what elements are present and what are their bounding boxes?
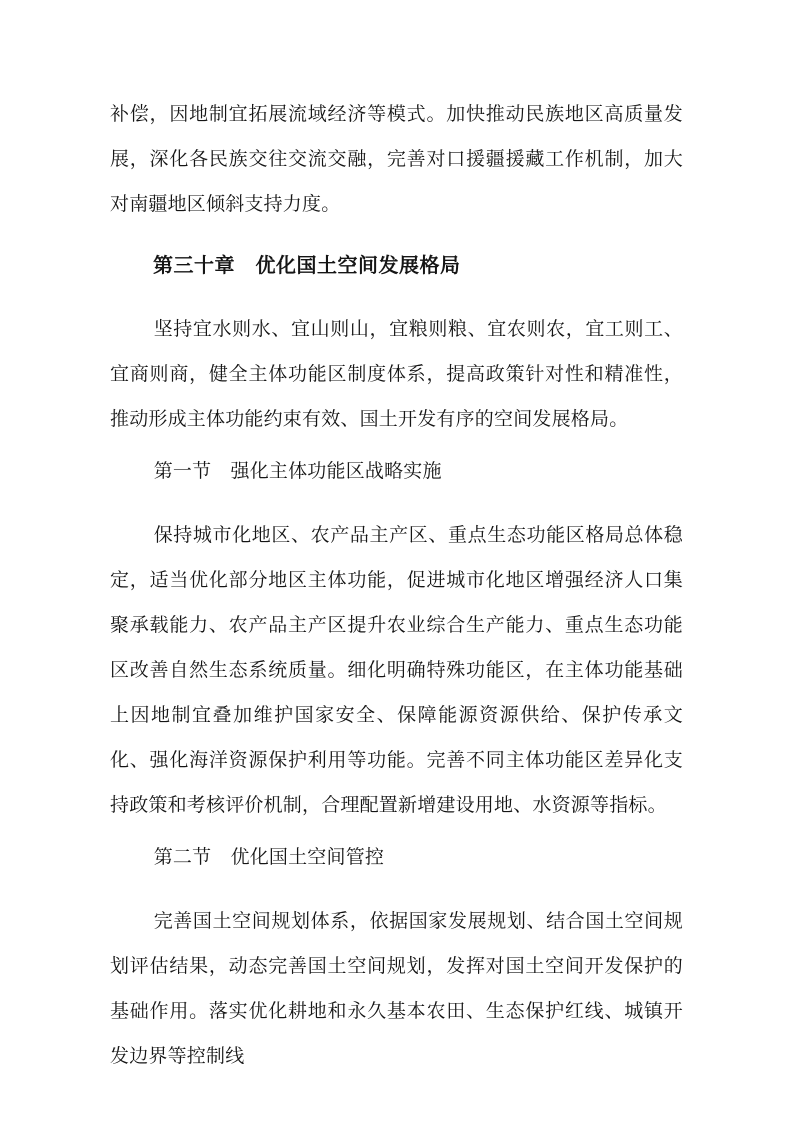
section-1-heading: 第一节 强化主体功能区战略实施: [153, 461, 442, 482]
continuation-paragraph: 补偿，因地制宜拓展流域经济等模式。加快推动民族地区高质量发展，深化各民族交往交流交融，完善对口援疆援藏工作机制，加大对南疆地区倾斜支持力度。: [110, 104, 683, 215]
chapter-intro-paragraph: 坚持宜水则水、宜山则山，宜粮则粮、宜农则农，宜工则工、宜商则商，健全主体功能区制度体系，提高政策针对性和精准性，推动形成主体功能约束有效、国土开发有序的空间发展格局。: [110, 319, 683, 430]
section-2-heading: 第二节 优化国土空间管控: [153, 847, 385, 868]
chapter-heading: 第三十章 优化国土空间发展格局: [153, 255, 461, 277]
section-2-paragraph: 完善国土空间规划体系，依据国家发展规划、结合国土空间规划评估结果，动态完善国土空间规划，发挥对国土空间开发保护的基础作用。落实优化耕地和永久基本农田、生态保护红线、城镇开发边界等控制线: [110, 911, 683, 1067]
section-1-paragraph: 保持城市化地区、农产品主产区、重点生态功能区格局总体稳定，适当优化部分地区主体功能，促进城市化地区增强经济人口集聚承载能力、农产品主产区提升农业综合生产能力、重点生态功能区改善自然生态系统质量。细化明确特殊功能区，在主体功能基础上因地制宜叠加维护国家安全、保障能源资源供给、保护传承文化、强化海洋资源保护利用等功能。完善不同主体功能区差异化支持政策和考核评价机制，合理配置新增建设用地、水资源等指标。: [110, 525, 683, 816]
